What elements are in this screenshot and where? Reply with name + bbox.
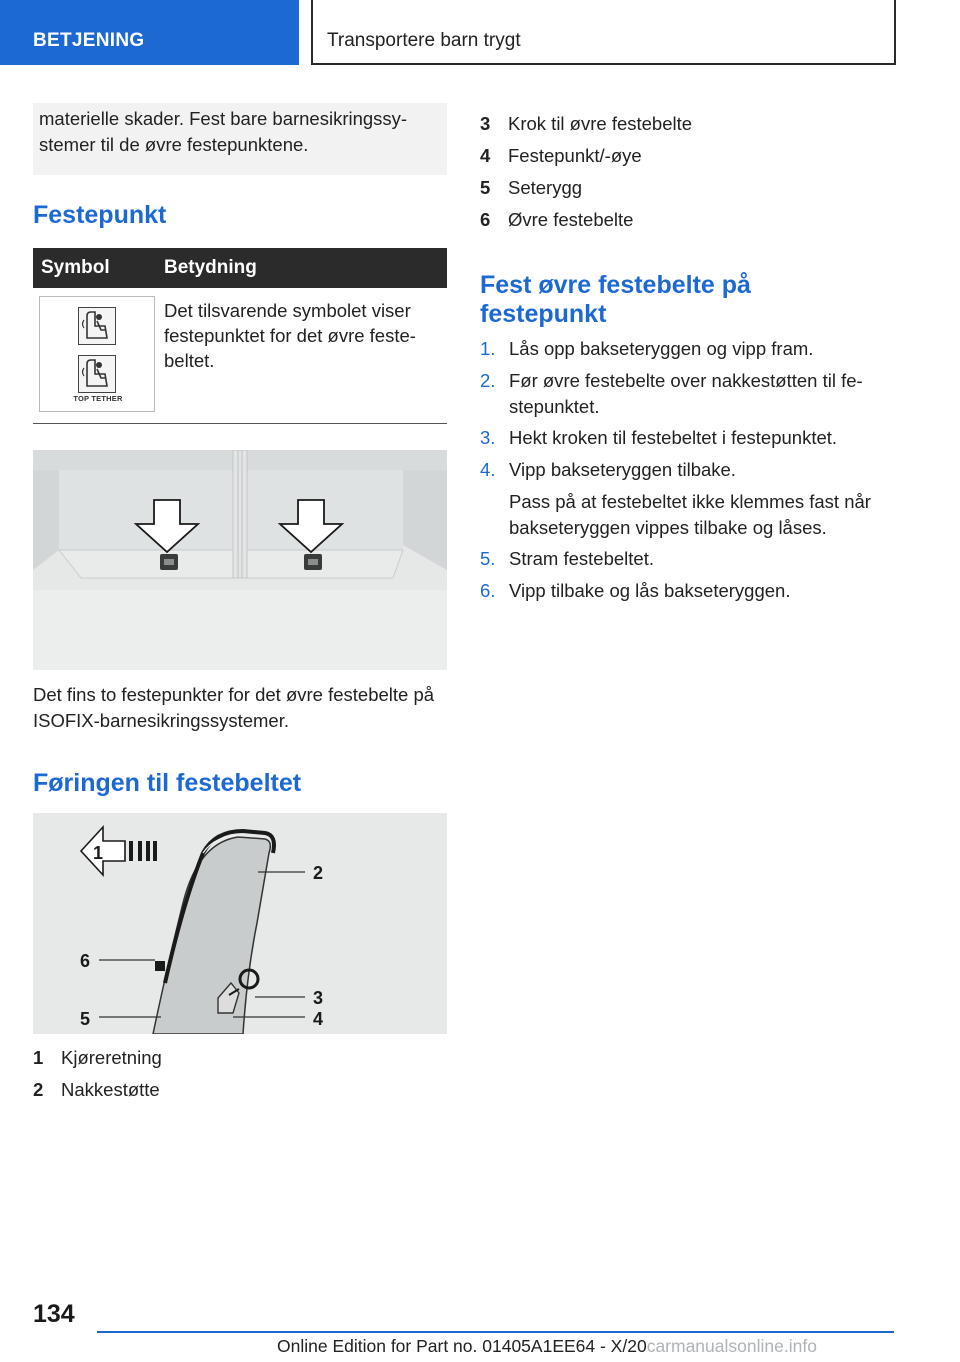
section-tab: BETJENING: [0, 0, 299, 65]
footer-edition: [277, 1336, 817, 1357]
festepunkt-body: Det fins to festepunkter for det øvre festebelte på ISOFIX-barnesikringssystemer.: [33, 684, 435, 731]
figure-label: 1: [93, 843, 104, 863]
top-tether-symbol: [39, 296, 155, 412]
footer-divider: [97, 1331, 894, 1333]
legend-item: 1 Kjøreretning: [33, 1047, 162, 1068]
heading-fest-line1: Fest øvre festebelte på: [480, 271, 751, 299]
edition-text: Online Edition for Part no. 01405A1EE64 - X/20: [277, 1336, 647, 1356]
legend-item: 4 Festepunkt/-øye: [480, 145, 642, 166]
warning-box: materielle skader. Fest bare barnesikringssy- stemer til de øvre festepunktene.: [33, 103, 447, 175]
anchor-points-figure: [33, 450, 447, 670]
figure-label: 2: [313, 863, 324, 883]
page-number: 134: [33, 1300, 75, 1328]
figure-label: 5: [80, 1009, 91, 1029]
table-header: [33, 248, 447, 288]
strap-routing-figure: [33, 813, 447, 1034]
figure-label: 6: [80, 951, 91, 971]
chapter-title: Transportere barn trygt: [311, 0, 896, 65]
heading-festepunkt: Festepunkt: [33, 201, 167, 229]
legend-item: 5 Seterygg: [480, 177, 583, 198]
figure-label: 4: [313, 1009, 324, 1029]
heading-foringen: Føringen til festebeltet: [33, 769, 302, 797]
symbol-table: [33, 248, 447, 424]
col-symbol-header: Symbol: [41, 257, 110, 278]
watermark-text: carmanualsonline.info: [646, 1336, 817, 1356]
child-seat-anchor-icon: [78, 355, 116, 393]
legend-item: 3 Krok til øvre festebelte: [480, 113, 693, 134]
symbol-caption: TOP TETHER: [73, 394, 123, 403]
heading-fest-line2: festepunkt: [480, 300, 607, 328]
table-row: [33, 288, 447, 424]
col-meaning-header: Betydning: [164, 257, 257, 278]
child-seat-anchor-icon: [78, 307, 116, 345]
symbol-description: Det tilsvarende symbolet viser festepunktet for det øvre feste- beltet.: [164, 300, 416, 371]
figure-label: 3: [313, 988, 324, 1008]
legend-item: 6 Øvre festebelte: [480, 209, 634, 230]
legend-item: 2 Nakkestøtte: [33, 1079, 160, 1100]
